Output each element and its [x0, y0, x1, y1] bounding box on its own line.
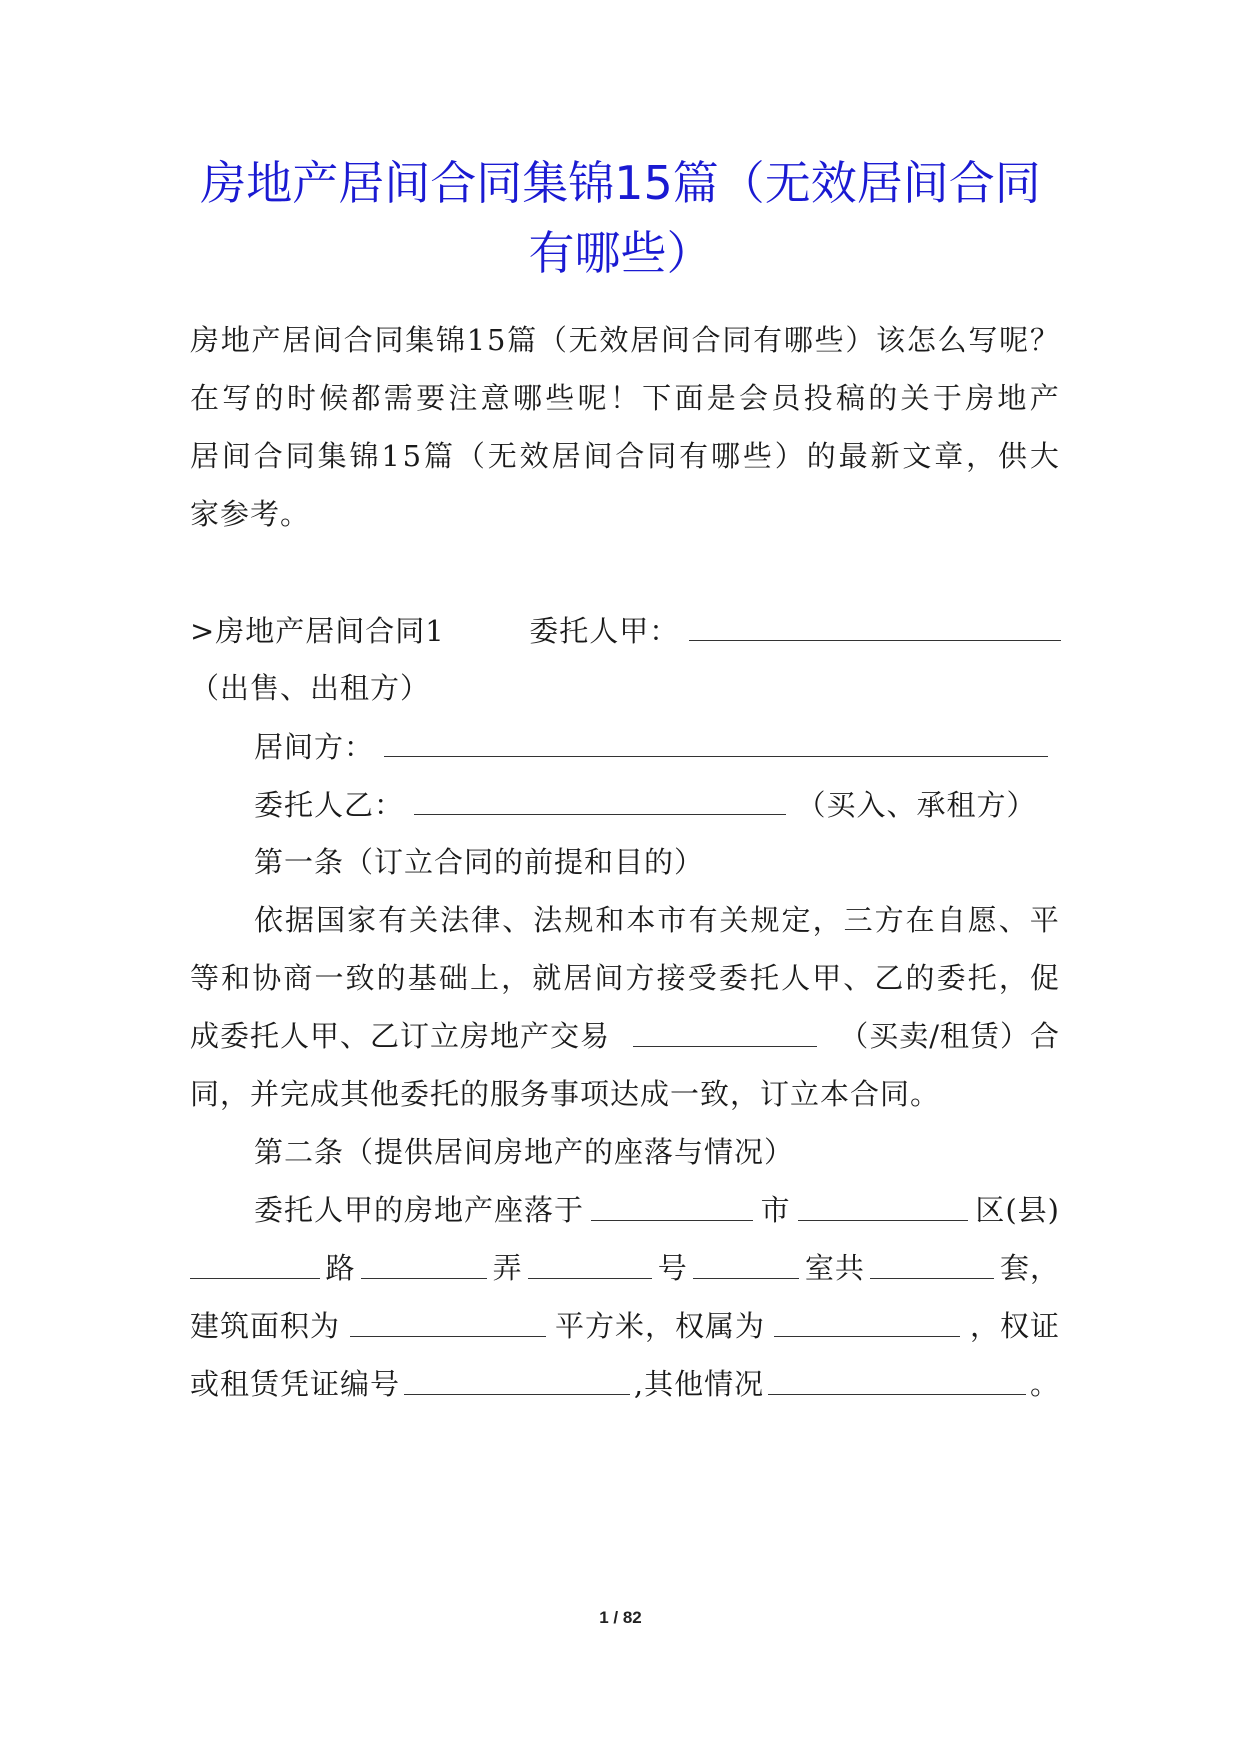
ownership-blank: [774, 1306, 960, 1337]
party-b-row: [254, 784, 1060, 825]
room-blank: [693, 1248, 799, 1279]
location-label: 委托人甲的房地产座落于: [254, 1193, 585, 1227]
other-info-label: ,其他情况: [633, 1367, 765, 1401]
transaction-type-blank: [633, 1016, 817, 1047]
doc-title-line-1: 房地产居间合同集锦15篇（无效居间合同: [200, 156, 1041, 210]
intro-line-4: 家参考。: [190, 497, 311, 531]
city-label: 市: [760, 1193, 791, 1227]
room-label: 室共: [804, 1251, 865, 1285]
contract-heading-row: [190, 610, 1060, 651]
party-a-label: 委托人甲：: [529, 614, 680, 648]
article-2-line-2: [190, 1248, 1060, 1288]
article-1-line-4: 同，并完成其他委托的服务事项达成一致，订立本合同。: [190, 1077, 941, 1111]
broker-blank: [384, 726, 1048, 757]
article-2-title: 第二条（提供居间房地产的座落与情况）: [254, 1135, 795, 1169]
road-label: 路: [325, 1251, 356, 1285]
certificate-label: ，权证: [969, 1309, 1060, 1343]
area-label: 建筑面积为: [190, 1309, 341, 1343]
contract-heading: >房地产居间合同1: [190, 614, 445, 648]
sets-blank: [870, 1248, 994, 1279]
article-1-line-3-text: 成委托人甲、乙订立房地产交易: [190, 1019, 611, 1053]
party-b-blank: [414, 784, 786, 815]
article-2-line-4: [190, 1364, 1060, 1404]
article-1-line-3-tail: （买卖/租赁）合: [839, 1019, 1060, 1053]
line-end-period: 。: [1029, 1367, 1060, 1401]
broker-row: [254, 726, 1060, 767]
page-number: 1 / 82: [599, 1608, 642, 1627]
certificate-number-blank: [404, 1364, 630, 1395]
sets-label: 套，: [999, 1251, 1060, 1285]
doc-title-line-2: 有哪些）: [528, 226, 713, 280]
party-a-blank: [689, 610, 1061, 641]
intro-line-1: 房 地 产 居 间 合 同 集 锦 1 5 篇 （ 无 效 居 间 合 同 有 哪 些 ） 该 怎 么 写 呢 ？: [190, 323, 1060, 357]
lane-label: 弄: [492, 1251, 523, 1285]
other-info-blank: [768, 1364, 1026, 1395]
ownership-label: 平方米，权属为: [554, 1309, 765, 1343]
article-1-title: 第一条（订立合同的前提和目的）: [254, 845, 705, 879]
number-blank: [528, 1248, 652, 1279]
broker-label: 居间方：: [254, 730, 375, 764]
party-a-role: （出售、出租方）: [190, 671, 431, 705]
district-blank: [798, 1190, 968, 1221]
certificate-number-label: 或租赁凭证编号: [190, 1367, 401, 1401]
article-2-line-1: [254, 1190, 1060, 1230]
article-1-line-3: [190, 1016, 1060, 1056]
article-1-line-1: 依 据 国 家 有 关 法 律 、 法 规 和 本 市 有 关 规 定 ， 三 方 在 自 愿 、 平: [254, 903, 1060, 937]
city-blank: [591, 1190, 753, 1221]
number-label: 号: [657, 1251, 688, 1285]
party-b-label: 委托人乙：: [254, 788, 405, 822]
intro-line-3: 居 间 合 同 集 锦 1 5 篇 （ 无 效 居 间 合 同 有 哪 些 ） 的 最 新 文 章 ， 供 大: [190, 439, 1060, 473]
district-label: 区(县): [975, 1193, 1060, 1227]
intro-line-2: 在 写 的 时 候 都 需 要 注 意 哪 些 呢 ！ 下 面 是 会 员 投 稿 的 关 于 房 地 产: [190, 381, 1060, 415]
area-blank: [350, 1306, 546, 1337]
party-b-role: （买入、承租方）: [796, 788, 1037, 822]
article-1-line-2: 等 和 协 商 一 致 的 基 础 上 ， 就 居 间 方 接 受 委 托 人 甲 、 乙 的 委 托 ， 促: [190, 961, 1060, 995]
article-2-line-3: [190, 1306, 1060, 1346]
lane-blank: [361, 1248, 487, 1279]
road-blank: [190, 1248, 320, 1279]
